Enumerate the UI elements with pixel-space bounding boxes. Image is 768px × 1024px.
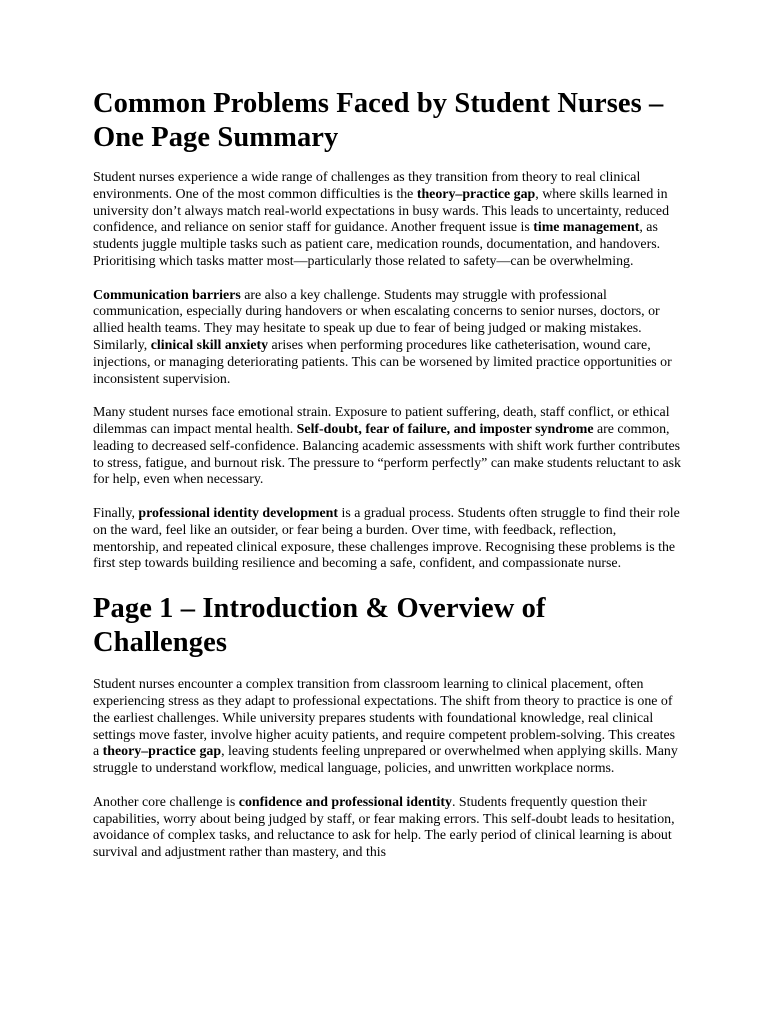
bold-term-communication-barriers: Communication barriers xyxy=(93,287,241,303)
bold-term-theory-practice-gap: theory–practice gap xyxy=(102,744,222,760)
document-title: Common Problems Faced by Student Nurses – One Page Summary xyxy=(93,88,664,153)
section-heading: Page 1 – Introduction & Overview of Challenges xyxy=(93,593,546,659)
bold-term-theory-practice-gap: theory–practice gap xyxy=(416,186,536,202)
text-run: arises when performing procedures like catheterisation, wound care, injections, or managing deteriorating patients. This can be worsened by limited practice opportunities or inconsistent supervision. xyxy=(93,337,672,387)
text-run: are also a key challenge. Students may struggle with professional communication, especially during handovers or when escalating concerns to senior nurses, doctors, or allied health teams. They may hesitate to speak up due to fear of being judged or making mistakes. Similarly, xyxy=(93,287,660,353)
text-run: , as students juggle multiple tasks such as patient care, medication rounds, documentation, and handovers. Prioritising which tasks matter most—particularly those related to safety—can be overwhelming. xyxy=(93,220,661,269)
bold-term-professional-identity: professional identity development xyxy=(138,505,339,521)
section-paragraph-1 xyxy=(93,677,683,778)
text-run: is a gradual process. Students often struggle to find their role on the ward, feel like an outsider, or fear being a burden. Over time, with feedback, reflection, mentorship, and repeated clinical exposure, these challenges improve. Recognising these problems is the first step towards building resilience and becoming a safe, confident, and compassionate nurse. xyxy=(93,505,680,572)
text-run: Another core challenge is xyxy=(93,794,239,810)
section-paragraph-2 xyxy=(93,795,683,862)
bold-term-time-management: time management xyxy=(533,220,640,236)
bold-term-self-doubt: Self-doubt, fear of failure, and imposter syndrome xyxy=(296,421,594,437)
text-run: Student nurses encounter a complex transition from classroom learning to clinical placement, often experiencing stress as they adapt to professional expectations. The shift from theory to practice is one of the earliest challenges. While university prepares students with foundational knowledge, real clinical settings move faster, involve higher acuity patients, and require competent problem-solving. This creates a xyxy=(93,677,676,760)
summary-paragraph-2 xyxy=(93,288,683,389)
summary-paragraph-1 xyxy=(93,170,683,271)
summary-paragraph-3 xyxy=(93,405,683,489)
text-run: are common, leading to decreased self-confidence. Balancing academic assessments with shift work further contributes to stress, fatigue, and burnout risk. The pressure to “perform perfectly” can make students reluctant to ask for help, even when necessary. xyxy=(93,421,681,488)
bold-term-confidence-identity: confidence and professional identity xyxy=(238,794,452,810)
text-run: , where skills learned in university don’t always match real-world expectations in busy wards. This leads to uncertainty, reduced confidence, and reliance on senior staff for guidance. Another frequent issue is xyxy=(93,186,670,236)
document-page xyxy=(93,87,683,879)
summary-paragraph-4 xyxy=(93,506,683,573)
text-run: , leaving students feeling unprepared or overwhelmed when applying skills. Many struggle to understand workflow, medical language, policies, and unwritten workplace norms. xyxy=(93,744,678,777)
bold-term-clinical-skill-anxiety: clinical skill anxiety xyxy=(150,337,269,353)
text-run: Finally, xyxy=(93,505,139,521)
text-run: . Students frequently question their capabilities, worry about being judged by staff, or fear making errors. This self-doubt leads to hesitation, avoidance of complex tasks, and reluctance to ask for help. The early period of clinical learning is about survival and adjustment rather than mastery, and this xyxy=(93,794,675,861)
text-run: Many student nurses face emotional strain. Exposure to patient suffering, death, staff conflict, or ethical dilemmas can impact mental health. xyxy=(93,405,670,437)
text-run: Student nurses experience a wide range of challenges as they transition from theory to real clinical environments. One of the most common difficulties is the xyxy=(93,170,641,202)
